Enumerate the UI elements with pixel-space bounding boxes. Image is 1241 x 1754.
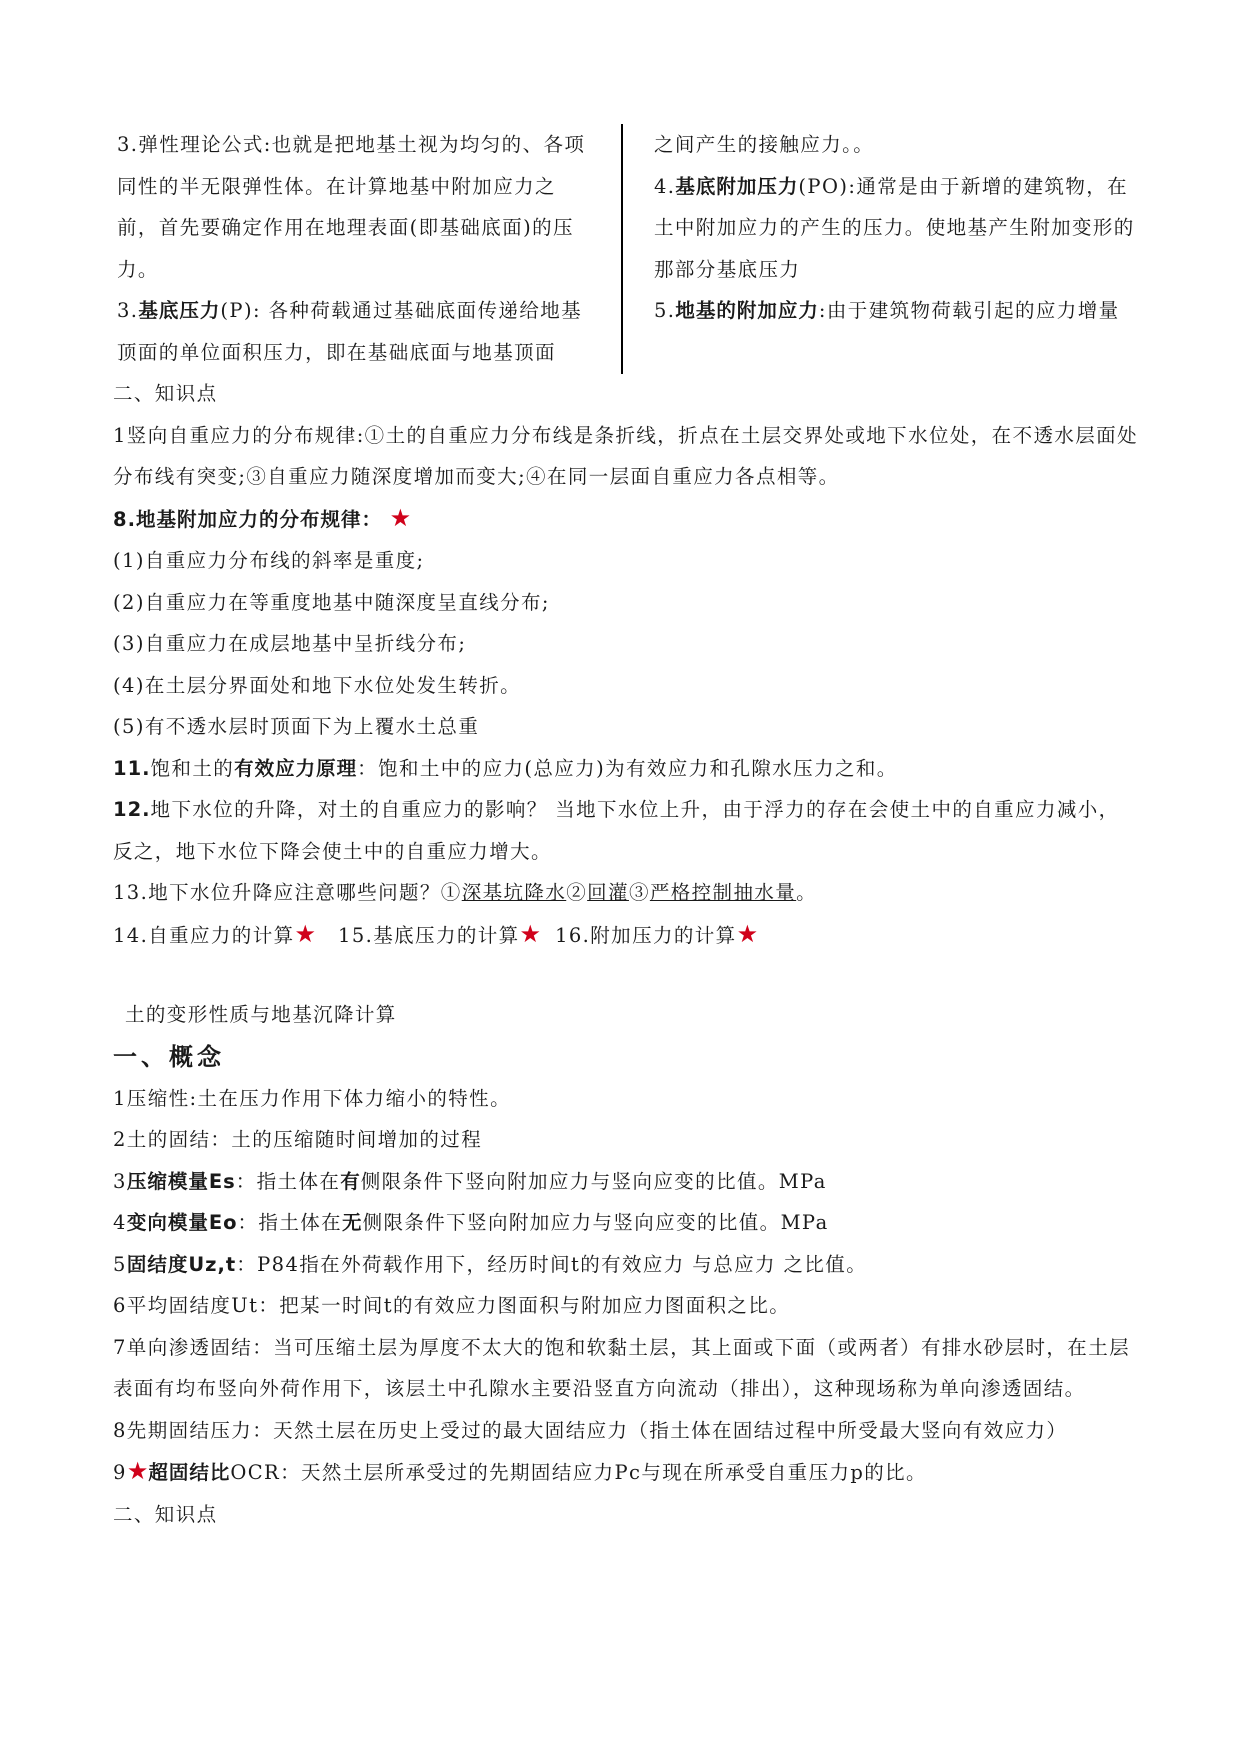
column-divider [621,124,623,374]
right-column [654,124,1144,332]
term-bold: 地基的附加应力 [675,299,819,322]
underlined-text: 回灌 [587,881,629,904]
term-bold: 有 [340,1169,361,1193]
continuation-text: 之间产生的接触应力。。 [654,133,875,156]
item-13-paragraph [113,872,1138,914]
sub-item-3: (3)自重应力在成层地基中呈折线分布; [113,632,467,655]
item-8-heading [113,498,1138,541]
term-bold: 压缩模量Es [126,1169,236,1193]
item-16-text: 16.附加压力的计算 [555,923,737,947]
term-bold: 基底附加压力 [675,174,799,198]
underlined-text: 深基坑降水 [461,881,567,904]
star-icon: ★ [519,919,542,948]
two-column-block [117,124,1137,374]
concept-1: 1压缩性:土在压力作用下体力缩小的特性。 [113,1086,511,1110]
item-number: 3. [117,299,139,322]
left-column [117,124,595,373]
item-14-text: 14.自重应力的计算 [113,923,295,947]
term-bold: 基底压力 [138,299,221,322]
text: 。 [796,881,818,904]
definition-text: (PO):通常是由于新增的建筑物，在土中附加应力的产生的压力。使地基产生附加变形的那部分基底压力 [654,174,1135,281]
concept-4 [113,1202,1138,1244]
star-icon: ★ [126,1457,149,1485]
section-heading-knowledge-2: 二、知识点 [113,1502,218,1526]
base-pressure-paragraph [117,290,595,373]
term-bold: 8.地基附加应力的分布规律： [113,507,382,531]
star-icon: ★ [736,919,759,948]
star-icon: ★ [389,503,412,532]
additional-base-pressure-paragraph [654,166,1144,291]
item-number: 11. [113,756,151,780]
concept-7: 7单向渗透固结：当可压缩土层为厚度不太大的饱和软黏土层，其上面或下面（或两者）有排水砂层时，在土层表面有均布竖向外荷作用下，该层土中孔隙水主要沿竖直方向流动（排出），这种现场称为单向渗透固结。 [113,1335,1131,1400]
text: 地下水位的升降，对土的自重应力的影响？ 当地下水位上升，由于浮力的存在会使土中的自重应力减小，反之，地下水位下降会使土中的自重应力增大。 [113,798,1120,863]
item-number: 5 [113,1252,127,1276]
concept-2: 2土的固结：土的压缩随时间增加的过程 [113,1128,483,1151]
text: ：饱和土中的应力(总应力)为有效应力和孔隙水压力之和。 [357,756,898,780]
item-12-paragraph [113,789,1138,872]
main-content [113,373,1138,1535]
definition-text: :由于建筑物荷载引起的应力增量 [818,299,1120,322]
text: ：P84指在外荷载作用下，经历时间t的有效应力 与总应力 之比值。 [236,1252,868,1276]
text: OCR：天然土层所承受过的先期固结应力Pc与现在所承受自重压力p的比。 [230,1461,927,1484]
sub-item-2: (2)自重应力在等重度地基中随深度呈直线分布; [113,590,550,614]
star-icon: ★ [294,919,317,948]
text: ③ [628,881,650,904]
concept-9 [113,1451,1138,1494]
item-number: 9 [113,1461,127,1484]
term-bold: 有效应力原理 [234,756,358,780]
chapter-title: 土的变形性质与地基沉降计算 [125,1003,397,1026]
text: ：指土体在 [235,1169,341,1193]
item-number: 4 [113,1211,127,1234]
sub-item-1: (1)自重应力分布线的斜率是重度; [113,549,425,572]
concept-6: 6平均固结度Ut：把某一时间t的有效应力图面积与附加应力图面积之比。 [113,1294,791,1317]
item-number: 5. [654,299,676,322]
term-bold: 变向模量Eo [126,1211,238,1234]
text: ：指土体在 [237,1211,343,1234]
elastic-theory-paragraph: 3.弹性理论公式:也就是把地基土视为均匀的、各项同性的半无限弹性体。在计算地基中附加应力之前，首先要确定作用在地理表面(即基础底面)的压力。 [117,133,586,281]
underlined-text: 严格控制抽水量 [649,881,797,904]
foundation-additional-stress-paragraph [654,290,1144,332]
item-15-text: 15.基底压力的计算 [338,923,520,947]
term-bold: 固结度Uz,t [126,1252,237,1276]
definition-text: (P): 各种荷载通过基础底面传递给地基顶面的单位面积压力，即在基础底面与地基顶面 [117,299,583,364]
concept-3 [113,1161,1138,1203]
text: 侧限条件下竖向附加应力与竖向应变的比值。MPa [360,1169,827,1193]
item-1-paragraph: 1竖向自重应力的分布规律:①土的自重应力分布线是条折线，折点在土层交界处或地下水位处，在不透水层面处分布线有突变;③自重应力随深度增加而变大;④在同一层面自重应力各点相等。 [113,423,1138,488]
item-number: 4. [654,174,676,198]
text: ② [566,881,588,904]
section-heading-concepts: 一、概念 [113,1042,225,1071]
term-bold: 无 [342,1211,363,1234]
item-number: 12. [113,798,151,821]
item-number: 3 [113,1169,127,1193]
item-11-paragraph [113,748,1138,790]
items-14-16-line [113,914,1138,957]
text: 侧限条件下竖向附加应力与竖向应变的比值。MPa [362,1211,829,1234]
concept-5 [113,1244,1138,1286]
concept-8: 8先期固结压力：天然土层在历史上受过的最大固结应力（指土体在固结过程中所受最大竖向有效应力） [113,1418,1068,1442]
term-bold: 超固结比 [148,1461,231,1484]
section-heading-knowledge: 二、知识点 [113,382,218,405]
text: 13.地下水位升降应注意哪些问题？① [113,881,462,904]
spacer [113,956,1138,994]
sub-item-4: (4)在土层分界面处和地下水位处发生转折。 [113,673,522,697]
text: 饱和土的 [150,756,235,780]
sub-item-5: (5)有不透水层时顶面下为上覆水土总重 [113,715,480,738]
